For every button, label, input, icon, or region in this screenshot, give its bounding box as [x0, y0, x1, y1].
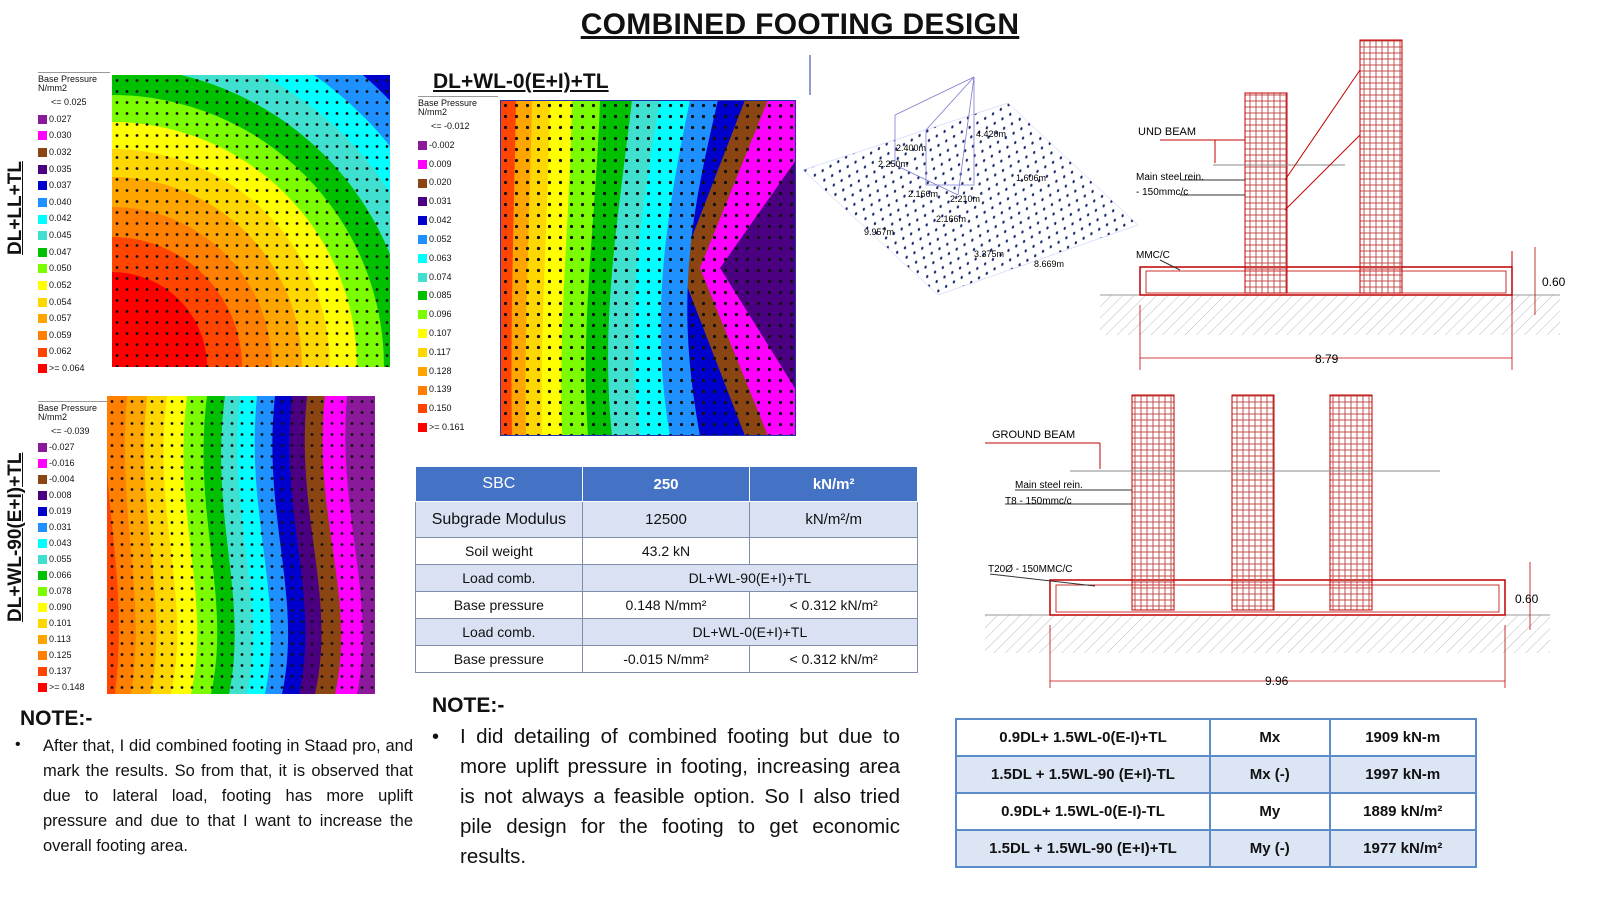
- legend-value: 0.117: [429, 346, 451, 357]
- legend-swatch: [418, 329, 427, 338]
- legend-value: 0.030: [49, 130, 72, 141]
- page-title: COMBINED FOOTING DESIGN: [580, 8, 1020, 41]
- legend-entry: [38, 281, 72, 290]
- legend-entry: [38, 181, 72, 190]
- table-row: [416, 538, 918, 565]
- legend-unit: N/mm2: [38, 412, 67, 422]
- legend-value: 0.031: [429, 196, 452, 207]
- legend-value: 0.113: [49, 634, 71, 644]
- legend-swatch: [38, 314, 47, 323]
- length-dim: 9.96: [1265, 674, 1289, 688]
- table-cell: 0.9DL+ 1.5WL-0(E-I)-TL: [956, 793, 1210, 830]
- legend-entry: [418, 404, 452, 413]
- legend-swatch: [38, 667, 47, 676]
- legend-swatch: [418, 348, 427, 357]
- legend-value: 0.042: [429, 215, 452, 226]
- legend-value: -0.004: [49, 474, 75, 484]
- dim-label: 2.400m: [896, 143, 927, 153]
- legend-swatch: [38, 443, 47, 452]
- legend-entry: [38, 231, 72, 240]
- legend-entry: [38, 115, 72, 124]
- legend-value: 0.043: [49, 538, 72, 548]
- table-cell: SBC: [416, 467, 583, 502]
- legend-swatch: [38, 264, 47, 273]
- legend-value: 0.066: [49, 570, 72, 580]
- legend-swatch: [38, 603, 47, 612]
- legend-value: -0.002: [429, 139, 455, 150]
- legend-value: <= 0.025: [51, 97, 87, 107]
- legend-entry: [38, 683, 85, 692]
- ground-beam-label: GROUND BEAM: [992, 429, 1076, 441]
- table-row: [416, 646, 918, 673]
- legend-entry: [38, 131, 72, 140]
- legend-value: 0.063: [429, 252, 452, 263]
- table-row: [416, 565, 918, 592]
- legend-value: 0.008: [49, 490, 72, 500]
- legend-entry: [418, 160, 452, 169]
- legend-entry: [38, 635, 71, 644]
- legend-entry: [38, 539, 72, 548]
- legend-value: 0.020: [429, 177, 452, 188]
- legend-value: 0.101: [49, 618, 72, 628]
- table-cell: Mx: [1210, 719, 1330, 756]
- legend-swatch: [418, 404, 427, 413]
- legend-swatch: [38, 475, 47, 484]
- legend-entry: [38, 523, 72, 532]
- legend-value: >= 0.064: [49, 363, 85, 373]
- plot-label-dl-ll-tl: DL+LL+TL: [5, 161, 26, 255]
- legend-swatch: [38, 587, 47, 596]
- legend-swatch: [38, 181, 47, 190]
- table-cell: < 0.312 kN/m²: [750, 592, 918, 619]
- legend-swatch: [418, 386, 427, 395]
- legend-value: 0.042: [49, 213, 72, 224]
- legend-entry: [418, 291, 452, 300]
- legend-swatch: [38, 248, 47, 257]
- legend-value: 0.052: [49, 279, 72, 290]
- table-cell: Subgrade Modulus: [416, 502, 583, 538]
- legend-entry: [418, 178, 452, 187]
- tie-label: T8 - 150mmc/c: [1005, 496, 1072, 507]
- main-steel-label: Main steel rein.: [1136, 172, 1204, 183]
- legend-entry: [38, 98, 87, 107]
- dim-label: 9.957m: [864, 227, 895, 237]
- table-cell: kN/m²: [750, 467, 918, 502]
- legend-swatch: [418, 273, 427, 282]
- legend-swatch: [38, 491, 47, 500]
- length-dim: 8.79: [1315, 352, 1339, 366]
- legend-swatch: [38, 131, 47, 140]
- legend-swatch: [418, 197, 427, 206]
- table-cell: [750, 538, 918, 565]
- legend-entry: [418, 235, 452, 244]
- table-cell: 1977 kN/m²: [1330, 830, 1477, 867]
- legend-value: 0.090: [49, 602, 72, 612]
- table-cell: 1909 kN-m: [1330, 719, 1477, 756]
- legend-value: 0.137: [49, 666, 72, 676]
- legend-value: <= -0.039: [51, 426, 90, 436]
- legend-entry: [38, 427, 90, 436]
- legend-swatch: [38, 215, 47, 224]
- bottom-bar-label: T20Ø - 150MMC/C: [988, 564, 1073, 575]
- legend-value: 0.047: [49, 246, 72, 257]
- legend-value: 0.125: [49, 650, 72, 660]
- ground-beam-label: UND BEAM: [1138, 126, 1197, 138]
- dim-label: 2.210m: [950, 194, 981, 204]
- legend-value: 0.078: [49, 586, 72, 596]
- legend-entry: [418, 254, 452, 263]
- legend-entry: [38, 364, 85, 373]
- dim-label: 3.375m: [974, 249, 1005, 259]
- legend-value: 0.045: [49, 230, 72, 240]
- legend-entry: [38, 264, 72, 273]
- legend-value: 0.128: [429, 365, 452, 376]
- legend-value: 0.027: [49, 113, 72, 124]
- table-cell: Soil weight: [416, 538, 583, 565]
- legend-title: Base Pressure: [38, 401, 108, 413]
- table-cell: Load comb.: [416, 619, 583, 646]
- legend-entry: [38, 331, 72, 340]
- legend-value: >= 0.148: [49, 682, 85, 692]
- legend-swatch: [38, 571, 47, 580]
- legend-top-left: [38, 72, 110, 372]
- legend-entry: [38, 459, 75, 468]
- table-cell: < 0.312 kN/m²: [750, 646, 918, 673]
- depth-dim: 0.60: [1515, 592, 1539, 606]
- legend-value: 0.057: [49, 313, 72, 324]
- note-heading-mid: NOTE:-: [432, 694, 505, 717]
- table-cell: Base pressure: [416, 646, 583, 673]
- legend-entry: [38, 248, 72, 257]
- legend-swatch: [38, 651, 47, 660]
- pressure-plot-dl-wl-0: [500, 100, 796, 436]
- legend-swatch: [38, 459, 47, 468]
- legend-value: 0.059: [49, 329, 72, 340]
- table-row: [956, 793, 1476, 830]
- legend-swatch: [418, 216, 427, 225]
- legend-title: Base Pressure: [418, 96, 498, 108]
- soil-properties-table: [415, 466, 918, 673]
- legend-entry: [38, 491, 72, 500]
- legend-swatch: [418, 179, 427, 188]
- pressure-plot-dl-wl-90: [107, 396, 375, 694]
- legend-value: >= 0.161: [429, 422, 465, 432]
- legend-value: 0.052: [429, 233, 452, 244]
- table-cell: 1997 kN-m: [1330, 756, 1477, 793]
- legend-swatch: [38, 635, 47, 644]
- pressure-plot-dl-ll-tl: [112, 75, 390, 367]
- legend-entry: [38, 214, 72, 223]
- bullet-icon: •: [432, 726, 440, 748]
- table-cell: 0.9DL+ 1.5WL-0(E-I)+TL: [956, 719, 1210, 756]
- legend-swatch: [418, 235, 427, 244]
- legend-value: -0.027: [49, 442, 75, 452]
- legend-swatch: [38, 539, 47, 548]
- legend-entry: [38, 347, 72, 356]
- legend-entry: [38, 165, 72, 174]
- legend-value: 0.009: [429, 158, 452, 169]
- legend-entry: [38, 667, 72, 676]
- legend-value: 0.031: [49, 522, 72, 532]
- legend-entry: [38, 587, 72, 596]
- table-cell: My (-): [1210, 830, 1330, 867]
- legend-entry: [418, 273, 452, 282]
- main-steel-label: Main steel rein.: [1015, 480, 1083, 491]
- legend-entry: [418, 348, 451, 357]
- table-row: [416, 619, 918, 646]
- dim-label: 1.606m: [1016, 173, 1047, 183]
- table-cell: Load comb.: [416, 565, 583, 592]
- plot-label-dl-wl-0: DL+WL-0(E+I)+TL: [433, 70, 609, 93]
- legend-entry: [38, 314, 72, 323]
- legend-value: 0.019: [49, 506, 72, 516]
- legend-value: 0.085: [429, 290, 452, 301]
- legend-swatch: [418, 310, 427, 319]
- legend-entry: [38, 619, 72, 628]
- legend-entry: [38, 198, 72, 207]
- legend-value: -0.016: [49, 458, 75, 468]
- legend-swatch: [38, 298, 47, 307]
- legend-value: 0.054: [49, 296, 72, 307]
- legend-swatch: [418, 291, 427, 300]
- legend-swatch: [38, 281, 47, 290]
- table-cell: DL+WL-0(E+I)+TL: [582, 619, 917, 646]
- note-text-mid: I did detailing of combined footing but due to more uplift pressure in footing, increasing area is not always a feasible option. So I also tried pile design for the footing to get economic results.: [460, 725, 900, 868]
- moment-table: [955, 718, 1477, 868]
- legend-entry: [418, 385, 452, 394]
- legend-value: 0.037: [49, 180, 72, 191]
- legend-entry: [418, 122, 470, 131]
- table-cell: 1.5DL + 1.5WL-90 (E+I)-TL: [956, 756, 1210, 793]
- footing-section-bottom: [985, 390, 1555, 695]
- table-row: [956, 756, 1476, 793]
- legend-value: 0.050: [49, 263, 72, 274]
- legend-value: 0.040: [49, 196, 72, 207]
- dim-label: 2.166m: [936, 214, 967, 224]
- legend-entry: [418, 141, 455, 150]
- legend-unit: N/mm2: [418, 107, 447, 117]
- dim-label: 2.166m: [908, 189, 939, 199]
- table-row: [416, 467, 918, 502]
- legend-value: 0.032: [49, 146, 72, 157]
- legend-entry: [38, 148, 72, 157]
- legend-entry: [38, 603, 72, 612]
- table-cell: kN/m²/m: [750, 502, 918, 538]
- legend-swatch: [38, 331, 47, 340]
- legend-swatch: [38, 198, 47, 207]
- table-row: [956, 830, 1476, 867]
- dim-label: 8.669m: [1034, 259, 1065, 269]
- legend-swatch: [418, 423, 427, 432]
- table-cell: DL+WL-90(E+I)+TL: [582, 565, 917, 592]
- legend-entry: [418, 310, 452, 319]
- table-row: [416, 502, 918, 538]
- bullet-icon: •: [15, 736, 21, 753]
- table-cell: Base pressure: [416, 592, 583, 619]
- legend-entry: [418, 216, 452, 225]
- legend-entry: [38, 571, 72, 580]
- legend-value: 0.150: [429, 403, 452, 414]
- legend-entry: [418, 329, 452, 338]
- table-cell: 1889 kN/m²: [1330, 793, 1477, 830]
- dim-label: 2.250m: [878, 159, 909, 169]
- legend-swatch: [38, 619, 47, 628]
- table-cell: 1.5DL + 1.5WL-90 (E+I)+TL: [956, 830, 1210, 867]
- depth-dim: 0.60: [1542, 275, 1566, 289]
- legend-swatch: [418, 160, 427, 169]
- legend-bottom-left: [38, 401, 108, 691]
- table-cell: -0.015 N/mm²: [582, 646, 750, 673]
- legend-entry: [418, 197, 452, 206]
- legend-swatch: [418, 254, 427, 263]
- staad-3d-model: [798, 55, 1143, 300]
- tie-label: - 150mmc/c: [1136, 187, 1189, 198]
- note-text-left: After that, I did combined footing in Staad pro, and mark the results. So from that, it is observed that due to lateral load, footing has more uplift pressure and due to that I want to increase the overall footing area.: [43, 737, 413, 855]
- bottom-bar-label: MMC/C: [1136, 250, 1170, 261]
- legend-unit: N/mm2: [38, 83, 67, 93]
- legend-entry: [38, 475, 75, 484]
- legend-swatch: [38, 348, 47, 357]
- legend-value: 0.139: [429, 384, 452, 395]
- table-row: [956, 719, 1476, 756]
- table-cell: 0.148 N/mm²: [582, 592, 750, 619]
- legend-swatch: [38, 555, 47, 564]
- legend-swatch: [418, 367, 427, 376]
- note-heading-left: NOTE:-: [20, 707, 93, 730]
- legend-entry: [38, 443, 75, 452]
- dim-label: 4.420m: [976, 129, 1007, 139]
- table-cell: 250: [582, 467, 750, 502]
- legend-value: 0.035: [49, 163, 72, 174]
- legend-title: Base Pressure: [38, 72, 110, 84]
- legend-entry: [418, 367, 452, 376]
- legend-swatch: [38, 165, 47, 174]
- table-row: [416, 592, 918, 619]
- legend-swatch: [38, 364, 47, 373]
- legend-value: 0.055: [49, 554, 72, 564]
- legend-entry: [38, 651, 72, 660]
- legend-value: 0.096: [429, 309, 452, 320]
- table-cell: My: [1210, 793, 1330, 830]
- legend-swatch: [38, 523, 47, 532]
- legend-value: <= -0.012: [431, 121, 470, 131]
- table-cell: 43.2 kN: [582, 538, 750, 565]
- legend-entry: [38, 298, 72, 307]
- legend-top-mid: [418, 96, 498, 431]
- legend-swatch: [418, 141, 427, 150]
- legend-swatch: [38, 115, 47, 124]
- legend-swatch: [38, 683, 47, 692]
- legend-entry: [38, 507, 72, 516]
- legend-entry: [38, 555, 72, 564]
- legend-value: 0.062: [49, 346, 72, 357]
- plot-label-dl-wl-90: DL+WL-90(E+I)+TL: [5, 452, 26, 622]
- table-cell: Mx (-): [1210, 756, 1330, 793]
- legend-swatch: [38, 148, 47, 157]
- legend-value: 0.107: [429, 327, 452, 338]
- table-cell: 12500: [582, 502, 750, 538]
- legend-swatch: [38, 507, 47, 516]
- footing-section-top: [1100, 35, 1570, 380]
- legend-value: 0.074: [429, 271, 452, 282]
- legend-entry: [418, 423, 465, 432]
- legend-swatch: [38, 231, 47, 240]
